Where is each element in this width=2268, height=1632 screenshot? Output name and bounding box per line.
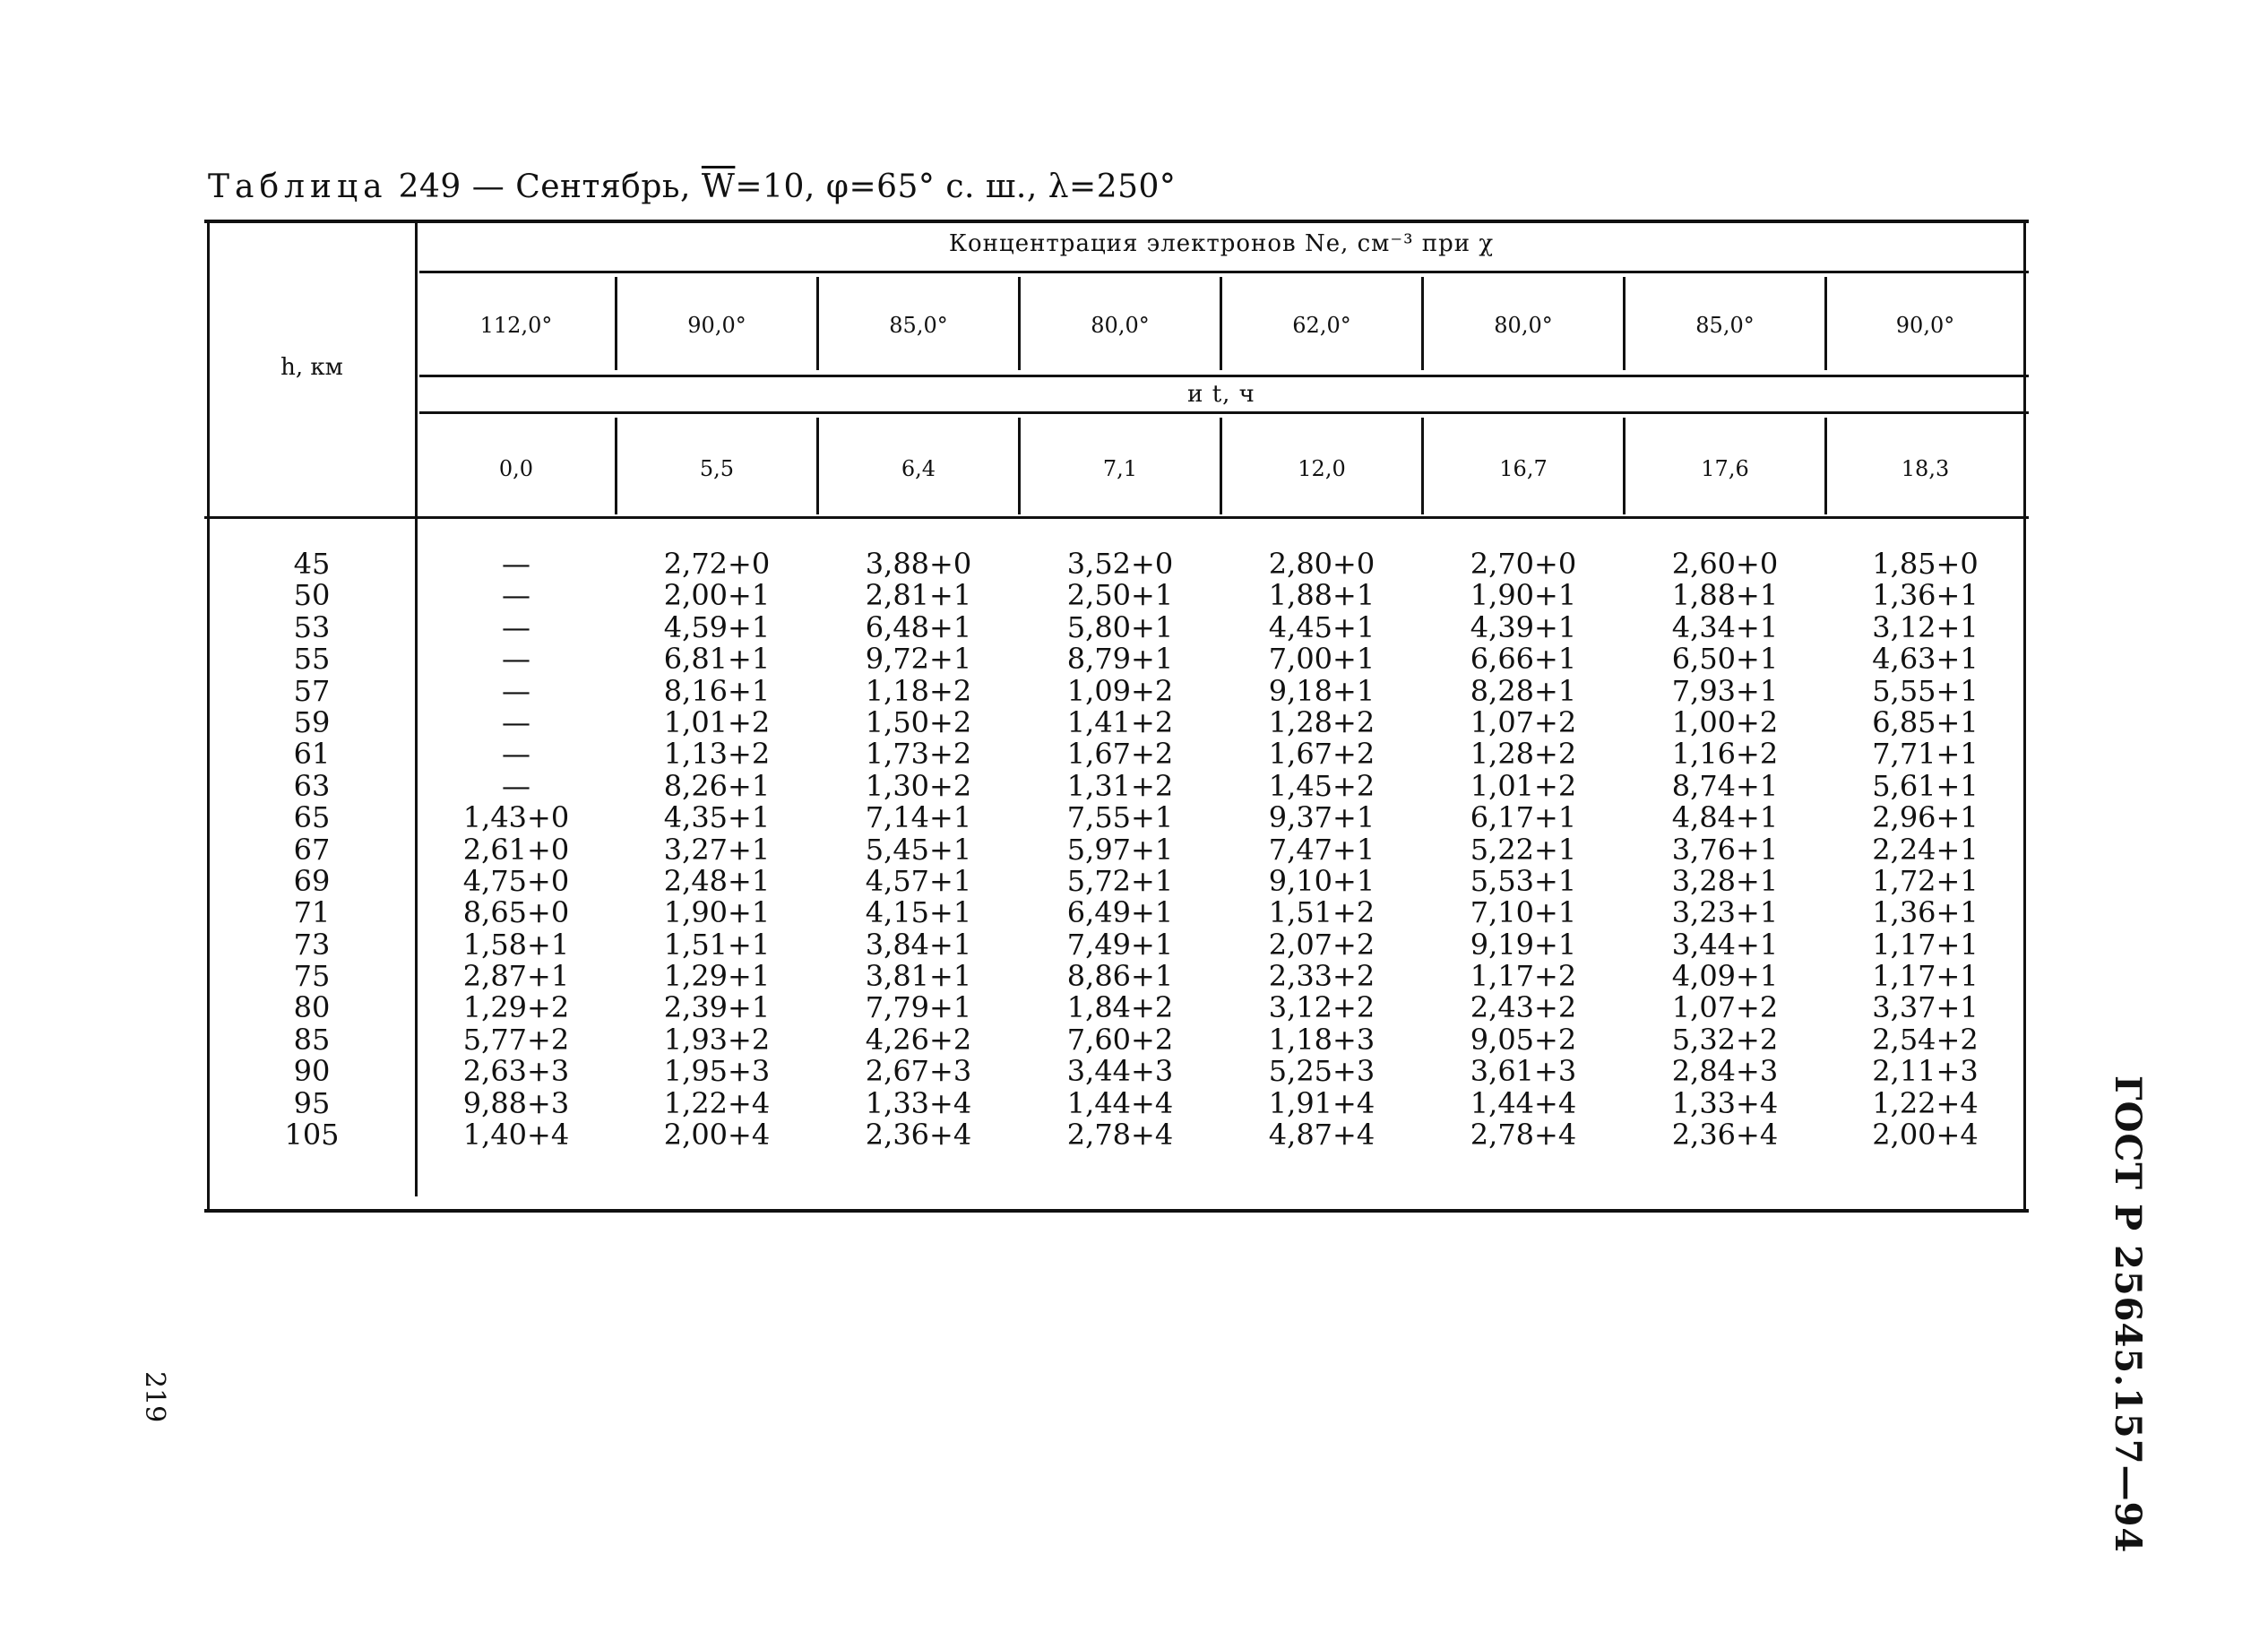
height-cell: 73 [293,927,331,962]
value-cell: 4,45+1 [1268,609,1375,644]
value-cell: 1,16+2 [1671,737,1779,772]
value-cell: 2,50+1 [1066,578,1174,613]
chi-value: 85,0° [889,313,948,338]
t-value: 6,4 [901,456,936,481]
value-cell: 1,67+2 [1268,737,1375,772]
chi-value: 80,0° [1091,313,1150,338]
height-cell: 69 [293,863,331,898]
value-cell: 8,86+1 [1066,959,1174,994]
value-cell: 1,41+2 [1066,704,1174,739]
value-cell: 1,07+2 [1671,990,1779,1025]
value-cell: 8,26+1 [663,768,771,803]
value-cell: 9,88+3 [462,1085,570,1120]
value-cell: 2,54+2 [1872,1022,1979,1057]
value-cell: 1,58+1 [462,927,570,962]
chi-value: 62,0° [1292,313,1351,338]
value-cell: 1,33+4 [1671,1085,1779,1120]
value-cell: 2,33+2 [1268,959,1375,994]
value-cell: 6,17+1 [1470,800,1577,835]
concentration-column [1222,548,1421,1151]
value-cell: 7,10+1 [1470,895,1577,930]
value-cell: 2,43+2 [1470,990,1577,1025]
value-cell: 3,84+1 [865,927,972,962]
value-cell: 7,00+1 [1268,642,1375,677]
value-cell: 3,12+1 [1872,609,1979,644]
value-cell: 1,29+2 [462,990,570,1025]
header-bottom-rule [204,516,2029,519]
value-cell: 8,79+1 [1066,642,1174,677]
height-column [209,548,415,1151]
value-cell: 5,61+1 [1872,768,1979,803]
height-cell: 95 [293,1085,331,1120]
height-cell: 105 [284,1118,340,1153]
chi-value: 90,0° [1895,313,1955,338]
value-cell: 4,57+1 [865,863,972,898]
t-value: 17,6 [1701,456,1749,481]
value-cell: 2,67+3 [865,1054,972,1089]
table-caption [208,168,1176,205]
value-cell: 1,85+0 [1872,547,1979,581]
value-cell: 3,81+1 [865,959,972,994]
value-cell: 4,87+4 [1268,1118,1375,1153]
concentration-column [1827,548,2023,1151]
value-cell: 1,01+2 [663,704,771,739]
header-rule-1 [419,271,2029,273]
value-cell: 3,44+1 [1671,927,1779,962]
value-cell: 7,14+1 [865,800,972,835]
concentration-column [1021,548,1220,1151]
value-cell: 1,93+2 [663,1022,771,1057]
chi-value: 80,0° [1494,313,1553,338]
height-cell: 57 [293,673,331,708]
value-cell: 1,51+1 [663,927,771,962]
value-cell: 1,51+2 [1268,895,1375,930]
value-cell: 2,36+4 [865,1118,972,1153]
value-cell: 2,78+4 [1066,1118,1174,1153]
value-cell: 1,07+2 [1470,704,1577,739]
value-cell: — [502,704,530,739]
value-cell: 2,36+4 [1671,1118,1779,1153]
concentration-column [418,548,615,1151]
value-cell: 5,22+1 [1470,832,1577,867]
value-cell: 1,44+4 [1470,1085,1577,1120]
value-cell: 8,28+1 [1470,673,1577,708]
height-cell: 59 [293,704,331,739]
value-cell: 5,45+1 [865,832,972,867]
value-cell: 2,70+0 [1470,547,1577,581]
value-cell: 5,53+1 [1470,863,1577,898]
value-cell: 2,60+0 [1671,547,1779,581]
value-cell: 1,67+2 [1066,737,1174,772]
value-cell: 9,05+2 [1470,1022,1577,1057]
value-cell: 7,49+1 [1066,927,1174,962]
value-cell: 1,18+2 [865,673,972,708]
value-cell: — [502,642,530,677]
value-cell: 1,33+4 [865,1085,972,1120]
value-cell: 1,88+1 [1268,578,1375,613]
value-cell: 4,39+1 [1470,609,1577,644]
value-cell: 2,87+1 [462,959,570,994]
value-cell: 4,09+1 [1671,959,1779,994]
value-cell: 9,10+1 [1268,863,1375,898]
table-bottom-rule [204,1209,2029,1213]
height-cell: 90 [293,1054,331,1089]
value-cell: 3,76+1 [1671,832,1779,867]
value-cell: 1,73+2 [865,737,972,772]
value-cell: 1,09+2 [1066,673,1174,708]
value-cell: 2,24+1 [1872,832,1979,867]
value-cell: 2,07+2 [1268,927,1375,962]
standard-designation: ГОСТ Р 25645.157—94 [2107,1075,2149,1554]
concentration-column [617,548,816,1151]
value-cell: 1,50+2 [865,704,972,739]
value-cell: 2,96+1 [1872,800,1979,835]
value-cell: 1,43+0 [462,800,570,835]
caption-number: 249 [398,168,461,205]
t-value: 5,5 [699,456,735,481]
value-cell: 1,17+2 [1470,959,1577,994]
height-cell: 67 [293,832,331,867]
header-rule-3 [419,411,2029,414]
value-cell: 2,80+0 [1268,547,1375,581]
t-value: 18,3 [1901,456,1950,481]
height-cell: 65 [293,800,331,835]
caption-text: — Сентябрь, [471,168,702,205]
value-cell: 1,22+4 [1872,1085,1979,1120]
concentration-column [1424,548,1623,1151]
value-cell: 2,48+1 [663,863,771,898]
value-cell: 4,35+1 [663,800,771,835]
height-cell: 75 [293,959,331,994]
value-cell: 2,61+0 [462,832,570,867]
value-cell: — [502,673,530,708]
value-cell: 9,37+1 [1268,800,1375,835]
value-cell: — [502,578,530,613]
value-cell: 1,72+1 [1872,863,1979,898]
caption-params: =10, φ=65° с. ш., λ=250° [735,168,1177,205]
value-cell: 3,28+1 [1671,863,1779,898]
value-cell: 6,85+1 [1872,704,1979,739]
value-cell: 6,49+1 [1066,895,1174,930]
value-cell: 1,18+3 [1268,1022,1375,1057]
value-cell: 1,91+4 [1268,1085,1375,1120]
chi-value: 85,0° [1695,313,1755,338]
height-cell: 50 [293,578,331,613]
value-cell: 6,48+1 [865,609,972,644]
t-value: 0,0 [498,456,534,481]
value-cell: 2,63+3 [462,1054,570,1089]
value-cell: 5,77+2 [462,1022,570,1057]
value-cell: 8,16+1 [663,673,771,708]
value-cell: 8,65+0 [462,895,570,930]
value-cell: — [502,547,530,581]
value-cell: 1,45+2 [1268,768,1375,803]
value-cell: 6,50+1 [1671,642,1779,677]
value-cell: 7,93+1 [1671,673,1779,708]
value-cell: 2,39+1 [663,990,771,1025]
value-cell: 3,23+1 [1671,895,1779,930]
value-cell: 3,12+2 [1268,990,1375,1025]
value-cell: 7,47+1 [1268,832,1375,867]
value-cell: 1,01+2 [1470,768,1577,803]
value-cell: 3,61+3 [1470,1054,1577,1089]
value-cell: 4,34+1 [1671,609,1779,644]
value-cell: 4,63+1 [1872,642,1979,677]
value-cell: 2,81+1 [865,578,972,613]
value-cell: 1,95+3 [663,1054,771,1089]
value-cell: 9,19+1 [1470,927,1577,962]
value-cell: 4,84+1 [1671,800,1779,835]
value-cell: 2,11+3 [1872,1054,1979,1089]
table-right-border [2023,220,2026,1213]
height-cell: 53 [293,609,331,644]
value-cell: 7,79+1 [865,990,972,1025]
value-cell: 3,27+1 [663,832,771,867]
concentration-column [819,548,1018,1151]
t-value: 7,1 [1102,456,1138,481]
table-top-rule [204,220,2029,223]
value-cell: 1,36+1 [1872,578,1979,613]
time-header: и t, ч [1187,381,1255,408]
value-cell: 7,60+2 [1066,1022,1174,1057]
value-cell: 1,44+4 [1066,1085,1174,1120]
value-cell: 4,59+1 [663,609,771,644]
height-cell: 85 [293,1022,331,1057]
value-cell: — [502,737,530,772]
caption-label: Таблица [208,168,388,205]
value-cell: 8,74+1 [1671,768,1779,803]
value-cell: 6,66+1 [1470,642,1577,677]
height-cell: 71 [293,895,331,930]
value-cell: 1,30+2 [865,768,972,803]
value-cell: 3,44+3 [1066,1054,1174,1089]
value-cell: 1,29+1 [663,959,771,994]
value-cell: 1,22+4 [663,1085,771,1120]
height-cell: 80 [293,990,331,1025]
value-cell: 2,72+0 [663,547,771,581]
caption-w-symbol: $\overline{W}$ [701,168,736,205]
value-cell: 1,31+2 [1066,768,1174,803]
value-cell: 1,00+2 [1671,704,1779,739]
value-cell: 1,17+1 [1872,959,1979,994]
value-cell: 7,71+1 [1872,737,1979,772]
height-cell: 63 [293,768,331,803]
value-cell: 5,72+1 [1066,863,1174,898]
value-cell: 9,72+1 [865,642,972,677]
concentration-header: Концентрация электронов Ne, см⁻³ при χ [948,230,1495,257]
value-cell: 5,80+1 [1066,609,1174,644]
value-cell: 4,75+0 [462,863,570,898]
value-cell: 1,40+4 [462,1118,570,1153]
value-cell: 2,00+4 [1872,1118,1979,1153]
value-cell: — [502,609,530,644]
header-rule-2 [419,375,2029,377]
value-cell: 4,26+2 [865,1022,972,1057]
page-number: 219 [139,1371,170,1423]
value-cell: 1,28+2 [1470,737,1577,772]
height-cell: 55 [293,642,331,677]
value-cell: 5,25+3 [1268,1054,1375,1089]
value-cell: 1,36+1 [1872,895,1979,930]
value-cell: 1,90+1 [663,895,771,930]
value-cell: 5,55+1 [1872,673,1979,708]
value-cell: 2,00+4 [663,1118,771,1153]
t-value: 16,7 [1499,456,1548,481]
chi-value: 112,0° [479,313,553,338]
value-cell: 1,17+1 [1872,927,1979,962]
height-cell: 45 [293,547,331,581]
value-cell: 5,97+1 [1066,832,1174,867]
value-cell: 1,28+2 [1268,704,1375,739]
value-cell: 7,55+1 [1066,800,1174,835]
t-value: 12,0 [1298,456,1346,481]
height-header: h, км [280,354,343,381]
value-cell: 3,52+0 [1066,547,1174,581]
concentration-column [1626,548,1824,1151]
value-cell: 5,32+2 [1671,1022,1779,1057]
chi-value: 90,0° [687,313,746,338]
value-cell: 3,88+0 [865,547,972,581]
value-cell: 9,18+1 [1268,673,1375,708]
value-cell: 1,84+2 [1066,990,1174,1025]
value-cell: 2,00+1 [663,578,771,613]
value-cell: 1,13+2 [663,737,771,772]
value-cell: 4,15+1 [865,895,972,930]
value-cell: 1,88+1 [1671,578,1779,613]
value-cell: 6,81+1 [663,642,771,677]
height-cell: 61 [293,737,331,772]
value-cell: 1,90+1 [1470,578,1577,613]
value-cell: 2,84+3 [1671,1054,1779,1089]
value-cell: 2,78+4 [1470,1118,1577,1153]
value-cell: 3,37+1 [1872,990,1979,1025]
value-cell: — [502,768,530,803]
